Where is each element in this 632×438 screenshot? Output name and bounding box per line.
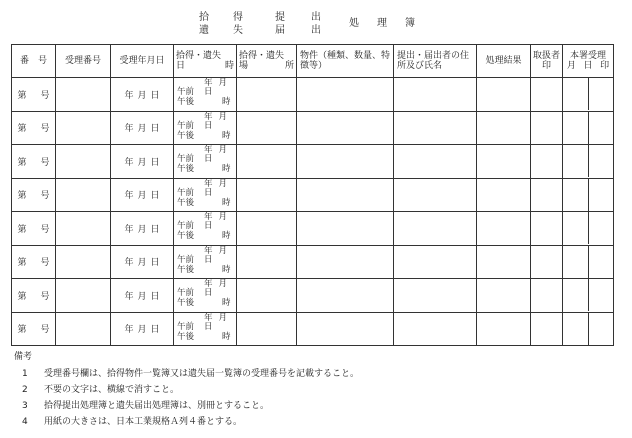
date-day: 日 (150, 124, 160, 135)
date-day: 日 (150, 224, 160, 235)
cell-receipt-no[interactable] (56, 78, 111, 112)
header-receiver-sub (563, 61, 613, 71)
dt-am: 午前 (177, 288, 195, 299)
cell-result[interactable] (477, 212, 531, 246)
note-item (14, 398, 359, 414)
number-suffix: 号 (40, 157, 50, 168)
date-month: 月 (137, 157, 147, 168)
title-char: 遺 (199, 25, 209, 36)
cell-receipt-date[interactable] (111, 312, 174, 346)
date-year: 年 (124, 157, 134, 168)
number-suffix: 号 (40, 90, 50, 101)
cell-lost-datetime[interactable] (174, 279, 237, 313)
dt-am: 午前 (177, 120, 195, 131)
dt-month: 月 (218, 312, 228, 323)
cell-submitter[interactable] (394, 78, 477, 112)
date-day: 日 (150, 325, 160, 336)
register-table (11, 44, 614, 346)
header-row (12, 45, 614, 78)
dt-hour: 時 (222, 331, 231, 342)
cell-handler-seal[interactable] (531, 212, 563, 246)
header-receipt-no: 受理番号 (56, 45, 111, 78)
date-month: 月 (137, 325, 147, 336)
dt-hour: 時 (222, 130, 231, 141)
cell-lost-place[interactable] (237, 312, 297, 346)
cell-receipt-date[interactable] (111, 78, 174, 112)
cell-lost-place[interactable] (237, 178, 297, 212)
header-handler: 取扱者印 (531, 45, 563, 78)
date-year: 年 (124, 258, 134, 269)
cell-receipt-date[interactable] (111, 212, 174, 246)
number-suffix: 号 (40, 224, 50, 235)
dt-am: 午前 (177, 321, 195, 332)
dt-hour: 時 (222, 164, 231, 175)
dt-pm: 午後 (177, 197, 195, 208)
cell-receipt-date[interactable] (111, 279, 174, 313)
header-item: 物件（種類、数量、特徴等） (297, 45, 394, 78)
date-day: 日 (150, 291, 160, 302)
dt-month: 月 (218, 145, 228, 156)
date-year: 年 (124, 291, 134, 302)
header-lost-place-ba: 場 (239, 61, 249, 71)
date-month: 月 (137, 191, 147, 202)
table-row (12, 78, 614, 112)
dt-pm: 午後 (177, 264, 195, 275)
title-char: 拾 (199, 12, 209, 23)
cell-item[interactable] (297, 245, 394, 279)
dt-month: 月 (218, 212, 228, 223)
cell-receipt-date[interactable] (111, 145, 174, 179)
dt-day: 日 (204, 120, 213, 131)
cell-item[interactable] (297, 78, 394, 112)
date-year: 年 (124, 325, 134, 336)
title-char: 得 (233, 12, 243, 23)
dt-am: 午前 (177, 187, 195, 198)
title-char: 提 (275, 12, 285, 23)
dt-day: 日 (204, 221, 213, 232)
number-prefix: 第 (17, 191, 27, 202)
cell-result[interactable] (477, 178, 531, 212)
dt-day: 日 (204, 87, 213, 98)
dt-am: 午前 (177, 221, 195, 232)
number-prefix: 第 (17, 124, 27, 135)
cell-item[interactable] (297, 279, 394, 313)
cell-receiver[interactable] (563, 145, 614, 179)
dt-month: 月 (218, 111, 228, 122)
cell-number[interactable] (12, 145, 56, 179)
cell-receipt-no[interactable] (56, 145, 111, 179)
header-lost-date (174, 45, 237, 78)
dt-day: 日 (204, 254, 213, 265)
cell-result[interactable] (477, 279, 531, 313)
cell-submitter[interactable] (394, 212, 477, 246)
header-receiver-month: 月 (566, 61, 576, 71)
dt-am: 午前 (177, 87, 195, 98)
header-number: 番 号 (12, 45, 56, 78)
dt-pm: 午後 (177, 231, 195, 242)
title-char: 届 (275, 25, 285, 36)
date-day: 日 (150, 157, 160, 168)
dt-year: 年 (204, 279, 213, 290)
cell-handler-seal[interactable] (531, 312, 563, 346)
number-prefix: 第 (17, 224, 27, 235)
header-lost-date-hour: 時 (224, 61, 234, 71)
dt-day: 日 (204, 288, 213, 299)
cell-receiver[interactable] (563, 312, 614, 346)
dt-year: 年 (204, 111, 213, 122)
cell-receiver[interactable] (563, 279, 614, 313)
dt-pm: 午後 (177, 97, 195, 108)
notes-section (14, 349, 359, 430)
header-result: 処理結果 (477, 45, 531, 78)
cell-receipt-no[interactable] (56, 178, 111, 212)
dt-day: 日 (204, 154, 213, 165)
cell-lost-place[interactable] (237, 145, 297, 179)
cell-receipt-no[interactable] (56, 111, 111, 145)
number-prefix: 第 (17, 291, 27, 302)
notes-heading: 備考 (14, 352, 33, 362)
cell-item[interactable] (297, 145, 394, 179)
note-text: 拾得提出処理簿と遺失届出処理簿は、別冊とすること。 (44, 401, 270, 411)
header-lost-place-line1: 拾得・遺失 (239, 51, 285, 61)
header-receiver-day: 日 (583, 61, 593, 71)
number-suffix: 号 (40, 258, 50, 269)
header-lost-place (237, 45, 297, 78)
note-number: 1 (22, 369, 28, 379)
number-suffix: 号 (40, 191, 50, 202)
cell-handler-seal[interactable] (531, 145, 563, 179)
cell-lost-datetime[interactable] (174, 178, 237, 212)
cell-item[interactable] (297, 312, 394, 346)
cell-receipt-no[interactable] (56, 212, 111, 246)
note-text: 不要の文字は、横線で消すこと。 (44, 385, 180, 395)
date-month: 月 (137, 124, 147, 135)
note-item (14, 366, 359, 382)
cell-number[interactable] (12, 212, 56, 246)
number-suffix: 号 (40, 124, 50, 135)
cell-number[interactable] (12, 178, 56, 212)
dt-month: 月 (218, 78, 228, 89)
date-day: 日 (150, 191, 160, 202)
number-prefix: 第 (17, 90, 27, 101)
note-text: 受理番号欄は、拾得物件一覧簿又は遺失届一覧簿の受理番号を記載すること。 (44, 369, 360, 379)
date-month: 月 (137, 90, 147, 101)
cell-handler-seal[interactable] (531, 78, 563, 112)
cell-result[interactable] (477, 111, 531, 145)
table-row (12, 279, 614, 313)
cell-receiver[interactable] (563, 111, 614, 145)
dt-year: 年 (204, 212, 213, 223)
cell-receipt-date[interactable] (111, 111, 174, 145)
table-row (12, 312, 614, 346)
header-receipt-date: 受理年月日 (111, 45, 174, 78)
cell-lost-datetime[interactable] (174, 145, 237, 179)
dt-hour: 時 (222, 264, 231, 275)
dt-pm: 午後 (177, 298, 195, 309)
cell-submitter[interactable] (394, 145, 477, 179)
dt-day: 日 (204, 321, 213, 332)
cell-receiver[interactable] (563, 212, 614, 246)
title-char: 理 (377, 18, 387, 29)
date-year: 年 (124, 191, 134, 202)
note-item (14, 382, 359, 398)
dt-month: 月 (218, 279, 228, 290)
notes-list (14, 366, 359, 430)
title-char: 処 (349, 18, 359, 29)
cell-receipt-date[interactable] (111, 178, 174, 212)
title-suffix (340, 18, 424, 30)
dt-year: 年 (204, 145, 213, 156)
note-item (14, 414, 359, 430)
cell-handler-seal[interactable] (531, 245, 563, 279)
cell-lost-datetime[interactable] (174, 245, 237, 279)
header-receiver-top: 本署受理 (569, 51, 606, 61)
header-receiver-seal: 印 (600, 61, 610, 71)
header-lost-date-day: 日 (176, 61, 186, 71)
cell-submitter[interactable] (394, 111, 477, 145)
cell-handler-seal[interactable] (531, 279, 563, 313)
cell-number[interactable] (12, 279, 56, 313)
date-month: 月 (137, 258, 147, 269)
dt-month: 月 (218, 178, 228, 189)
cell-submitter[interactable] (394, 312, 477, 346)
cell-number[interactable] (12, 312, 56, 346)
title-char: 失 (233, 25, 243, 36)
date-month: 月 (137, 291, 147, 302)
dt-hour: 時 (222, 231, 231, 242)
title-char: 出 (311, 12, 321, 23)
cell-submitter[interactable] (394, 279, 477, 313)
cell-receiver[interactable] (563, 178, 614, 212)
dt-year: 年 (204, 78, 213, 89)
title-top-line (190, 12, 330, 24)
table-row (12, 178, 614, 212)
cell-lost-place[interactable] (237, 111, 297, 145)
cell-result[interactable] (477, 312, 531, 346)
cell-lost-place[interactable] (237, 78, 297, 112)
date-month: 月 (137, 224, 147, 235)
dt-hour: 時 (222, 298, 231, 309)
cell-number[interactable] (12, 78, 56, 112)
cell-result[interactable] (477, 145, 531, 179)
cell-submitter[interactable] (394, 245, 477, 279)
cell-receipt-no[interactable] (56, 312, 111, 346)
date-day: 日 (150, 90, 160, 101)
cell-lost-datetime[interactable] (174, 312, 237, 346)
number-prefix: 第 (17, 325, 27, 336)
date-day: 日 (150, 258, 160, 269)
dt-hour: 時 (222, 197, 231, 208)
table-row (12, 212, 614, 246)
cell-result[interactable] (477, 78, 531, 112)
cell-receipt-date[interactable] (111, 245, 174, 279)
date-year: 年 (124, 224, 134, 235)
cell-lost-datetime[interactable] (174, 78, 237, 112)
dt-year: 年 (204, 312, 213, 323)
cell-lost-datetime[interactable] (174, 111, 237, 145)
cell-lost-place[interactable] (237, 212, 297, 246)
table-row (12, 111, 614, 145)
cell-receiver[interactable] (563, 78, 614, 112)
cell-handler-seal[interactable] (531, 111, 563, 145)
cell-lost-place[interactable] (237, 245, 297, 279)
header-lost-place-sho: 所 (284, 61, 294, 71)
dt-am: 午前 (177, 154, 195, 165)
cell-item[interactable] (297, 111, 394, 145)
number-suffix: 号 (40, 291, 50, 302)
dt-month: 月 (218, 245, 228, 256)
note-text: 用紙の大きさは、日本工業規格Ａ列４番とする。 (44, 417, 243, 427)
cell-receiver[interactable] (563, 245, 614, 279)
dt-year: 年 (204, 178, 213, 189)
document-title (190, 12, 440, 42)
register-body (12, 78, 614, 346)
note-number: 4 (22, 417, 28, 427)
title-char: 出 (311, 25, 321, 36)
cell-number[interactable] (12, 245, 56, 279)
title-char: 簿 (405, 18, 415, 29)
cell-item[interactable] (297, 212, 394, 246)
header-receiver (563, 45, 614, 78)
number-suffix: 号 (40, 325, 50, 336)
dt-day: 日 (204, 187, 213, 198)
dt-pm: 午後 (177, 164, 195, 175)
dt-hour: 時 (222, 97, 231, 108)
cell-receipt-no[interactable] (56, 245, 111, 279)
dt-pm: 午後 (177, 130, 195, 141)
cell-result[interactable] (477, 245, 531, 279)
dt-am: 午前 (177, 254, 195, 265)
note-number: 3 (22, 401, 28, 411)
cell-item[interactable] (297, 178, 394, 212)
number-prefix: 第 (17, 258, 27, 269)
number-prefix: 第 (17, 157, 27, 168)
dt-pm: 午後 (177, 331, 195, 342)
cell-receipt-no[interactable] (56, 279, 111, 313)
table-row (12, 145, 614, 179)
cell-handler-seal[interactable] (531, 178, 563, 212)
title-bottom-line (190, 25, 330, 37)
note-number: 2 (22, 385, 28, 395)
cell-number[interactable] (12, 111, 56, 145)
header-submitter: 提出・届出者の住所及び氏名 (394, 45, 477, 78)
date-year: 年 (124, 124, 134, 135)
cell-lost-place[interactable] (237, 279, 297, 313)
dt-year: 年 (204, 245, 213, 256)
cell-submitter[interactable] (394, 178, 477, 212)
header-lost-date-line1: 拾得・遺失 (176, 51, 222, 61)
cell-lost-datetime[interactable] (174, 212, 237, 246)
date-year: 年 (124, 90, 134, 101)
table-row (12, 245, 614, 279)
